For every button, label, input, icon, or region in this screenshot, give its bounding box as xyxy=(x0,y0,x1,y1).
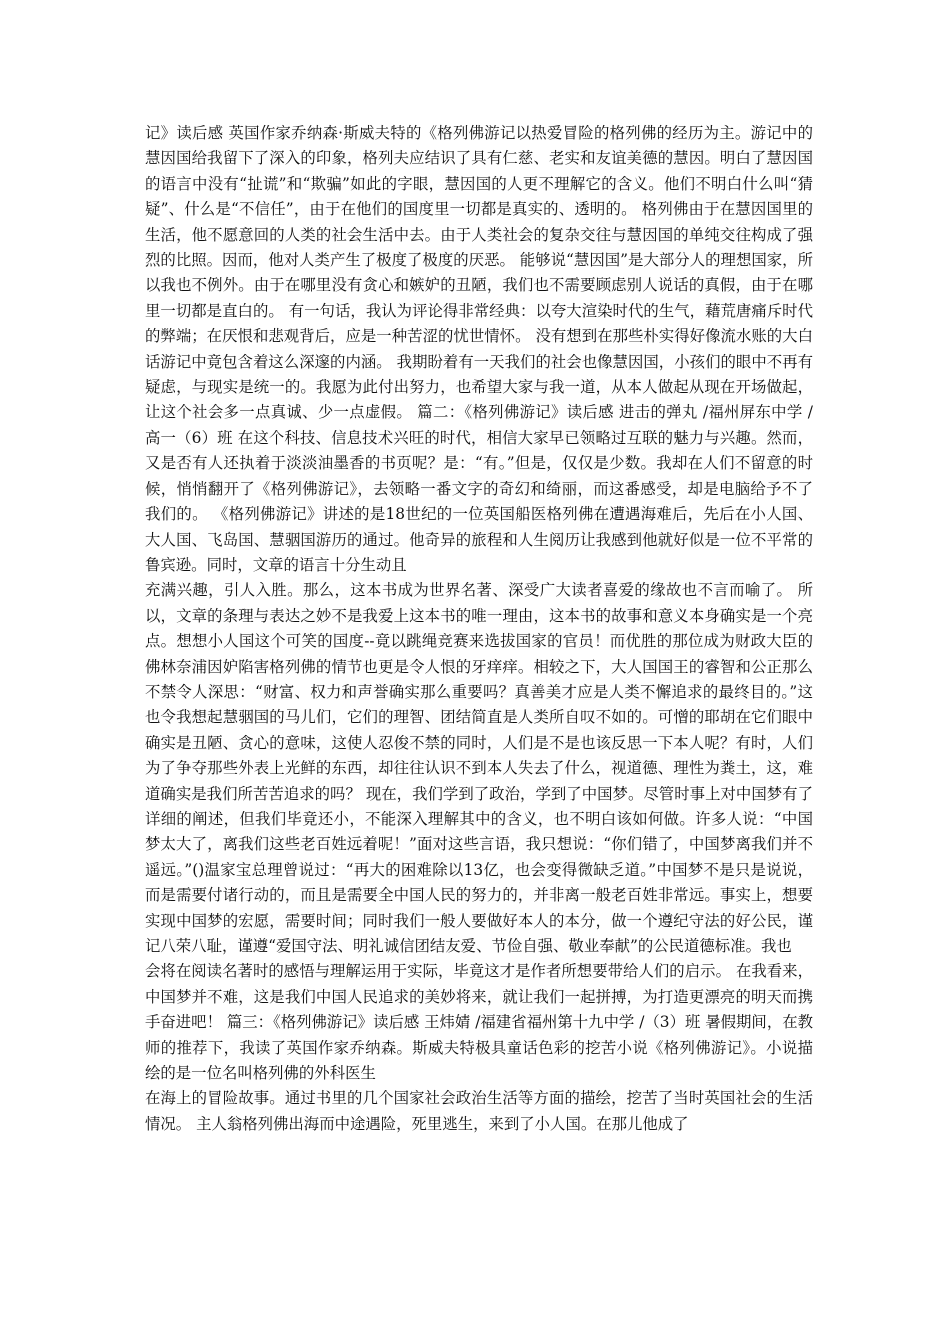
document-body xyxy=(145,121,813,1137)
paragraph-4: 在海上的冒险故事。通过书里的几个国家社会政治生活等方面的描绘，挖苦了当时英国社会的生活情况。 主人翁格列佛出海而中途遇险，死里逃生，来到了小人国。在那儿他成了 xyxy=(145,1089,813,1133)
paragraph-3: 会将在阅读名著时的感悟与理解运用于实际，毕竟这才是作者所想要带给人们的启示。 在我看来，中国梦并不难，这是我们中国人民追求的美妙将来，就让我们一起拼搏，为打造更漂亮的明天而携手奋进吧！ 篇三：《格列佛游记》读后感 王炜婧 /福建省福州第十九中学 /（3）班 暑假期间，在教师的推荐下，我读了英国作家乔纳森。斯威夫特极具童话色彩的挖苦小说《格列佛游记》。小说描绘的是一位名叫格列佛的外科医生 xyxy=(145,962,813,1083)
paragraph-2: 充满兴趣，引人入胜。那么，这本书成为世界名著、深受广大读者喜爱的缘故也不言而喻了。 所以，文章的条理与表达之妙不是我爱上这本书的唯一理由，这本书的故事和意义本身确实是一个亮点。想想小人国这个可笑的国度--竟以跳绳竞赛来选拔国家的官员！而优胜的那位成为财政大臣的佛林奈浦因妒陷害格列佛的情节也更是令人恨的牙痒痒。相较之下，大人国国王的睿智和公正那么不禁令人深思：“财富、权力和声誉确实那么重要吗？真善美才应是人类不懈追求的最终目的。”这也令我想起慧骃国的马儿们，它们的理智、团结简直是人类所自叹不如的。可憎的耶胡在它们眼中确实是丑陋、贪心的意味，这使人忍俊不禁的同时，人们是不是也该反思一下本人呢？有时，人们为了争夺那些外表上光鲜的东西，却往往认识不到本人失去了什么，视道德、理性为粪土，这，难道确实是我们所苦苦追求的吗？ 现在，我们学到了政治，学到了中国梦。尽管时事上对中国梦有了详细的阐述，但我们毕竟还小，不能深入理解其中的含义，也不明白该如何做。许多人说：“中国梦太大了，离我们这些老百姓远着呢！”面对这些言语，我只想说：“你们错了，中国梦离我们并不遥远。”()温家宝总理曾说过：“再大的困难除以13亿，也会变得微缺乏道。”中国梦不是只是说说，而是需要付诸行动的，而且是需要全中国人民的努力的，并非离一般老百姓非常远。事实上，想要实现中国梦的宏愿，需要时间；同时我们一般人要做好本人的本分，做一个遵纪守法的好公民，谨记八荣八耻，谨遵“爱国守法、明礼诚信团结友爱、节俭自强、敬业奉献”的公民道德标准。我也 xyxy=(145,581,813,955)
paragraph-1: 记》读后感 英国作家乔纳森·斯威夫特的《格列佛游记以热爱冒险的格列佛的经历为主。游记中的慧因国给我留下了深入的印象，格列夫应结识了具有仁慈、老实和友谊美德的慧因。明白了慧因国的语言中没有“扯谎”和“欺骗”如此的字眼，慧因国的人更不理解它的含义。他们不明白什么叫“猜疑”、什么是“不信任”，由于在他们的国度里一切都是真实的、透明的。 格列佛由于在慧因国里的生活，他不愿意回的人类的社会生活中去。由于人类社会的复杂交往与慧因国的单纯交往构成了强烈的比照。因而，他对人类产生了极度了极度的厌恶。 能够说“慧因国”是大部分人的理想国家，所以我也不例外。由于在哪里没有贪心和嫉妒的丑陋，我们也不需要顾虑别人说话的真假，由于在哪里一切都是直白的。 有一句话，我认为评论得非常经典：以夸大渲染时代的生气，藉荒唐痛斥时代的弊端；在厌恨和悲观背后，应是一种苦涩的忧世情怀。 没有想到在那些朴实得好像流水账的大白话游记中竟包含着这么深邃的内涵。 我期盼着有一天我们的社会也像慧因国，小孩们的眼中不再有疑虑，与现实是统一的。我愿为此付出努力，也希望大家与我一道，从本人做起从现在开场做起，让这个社会多一点真诚、少一点虚假。 篇二：《格列佛游记》读后感 进击的弹丸 /福州屏东中学 /高一（6）班 在这个科技、信息技术兴旺的时代，相信大家早已领略过互联的魅力与兴趣。然而，又是否有人还执着于淡淡油墨香的书页呢？是：“有。”但是，仅仅是少数。我却在人们不留意的时候，悄悄翻开了《格列佛游记》，去领略一番文字的奇幻和绮丽，而这番感受，却是电脑给予不了我们的。 《格列佛游记》讲述的是18世纪的一位英国船医格列佛在遭遇海难后，先后在小人国、大人国、飞岛国、慧骃国游历的通过。他奇异的旅程和人生阅历让我感到他就好似是一位不平常的鲁宾逊。同时，文章的语言十分生动且 xyxy=(145,124,813,574)
